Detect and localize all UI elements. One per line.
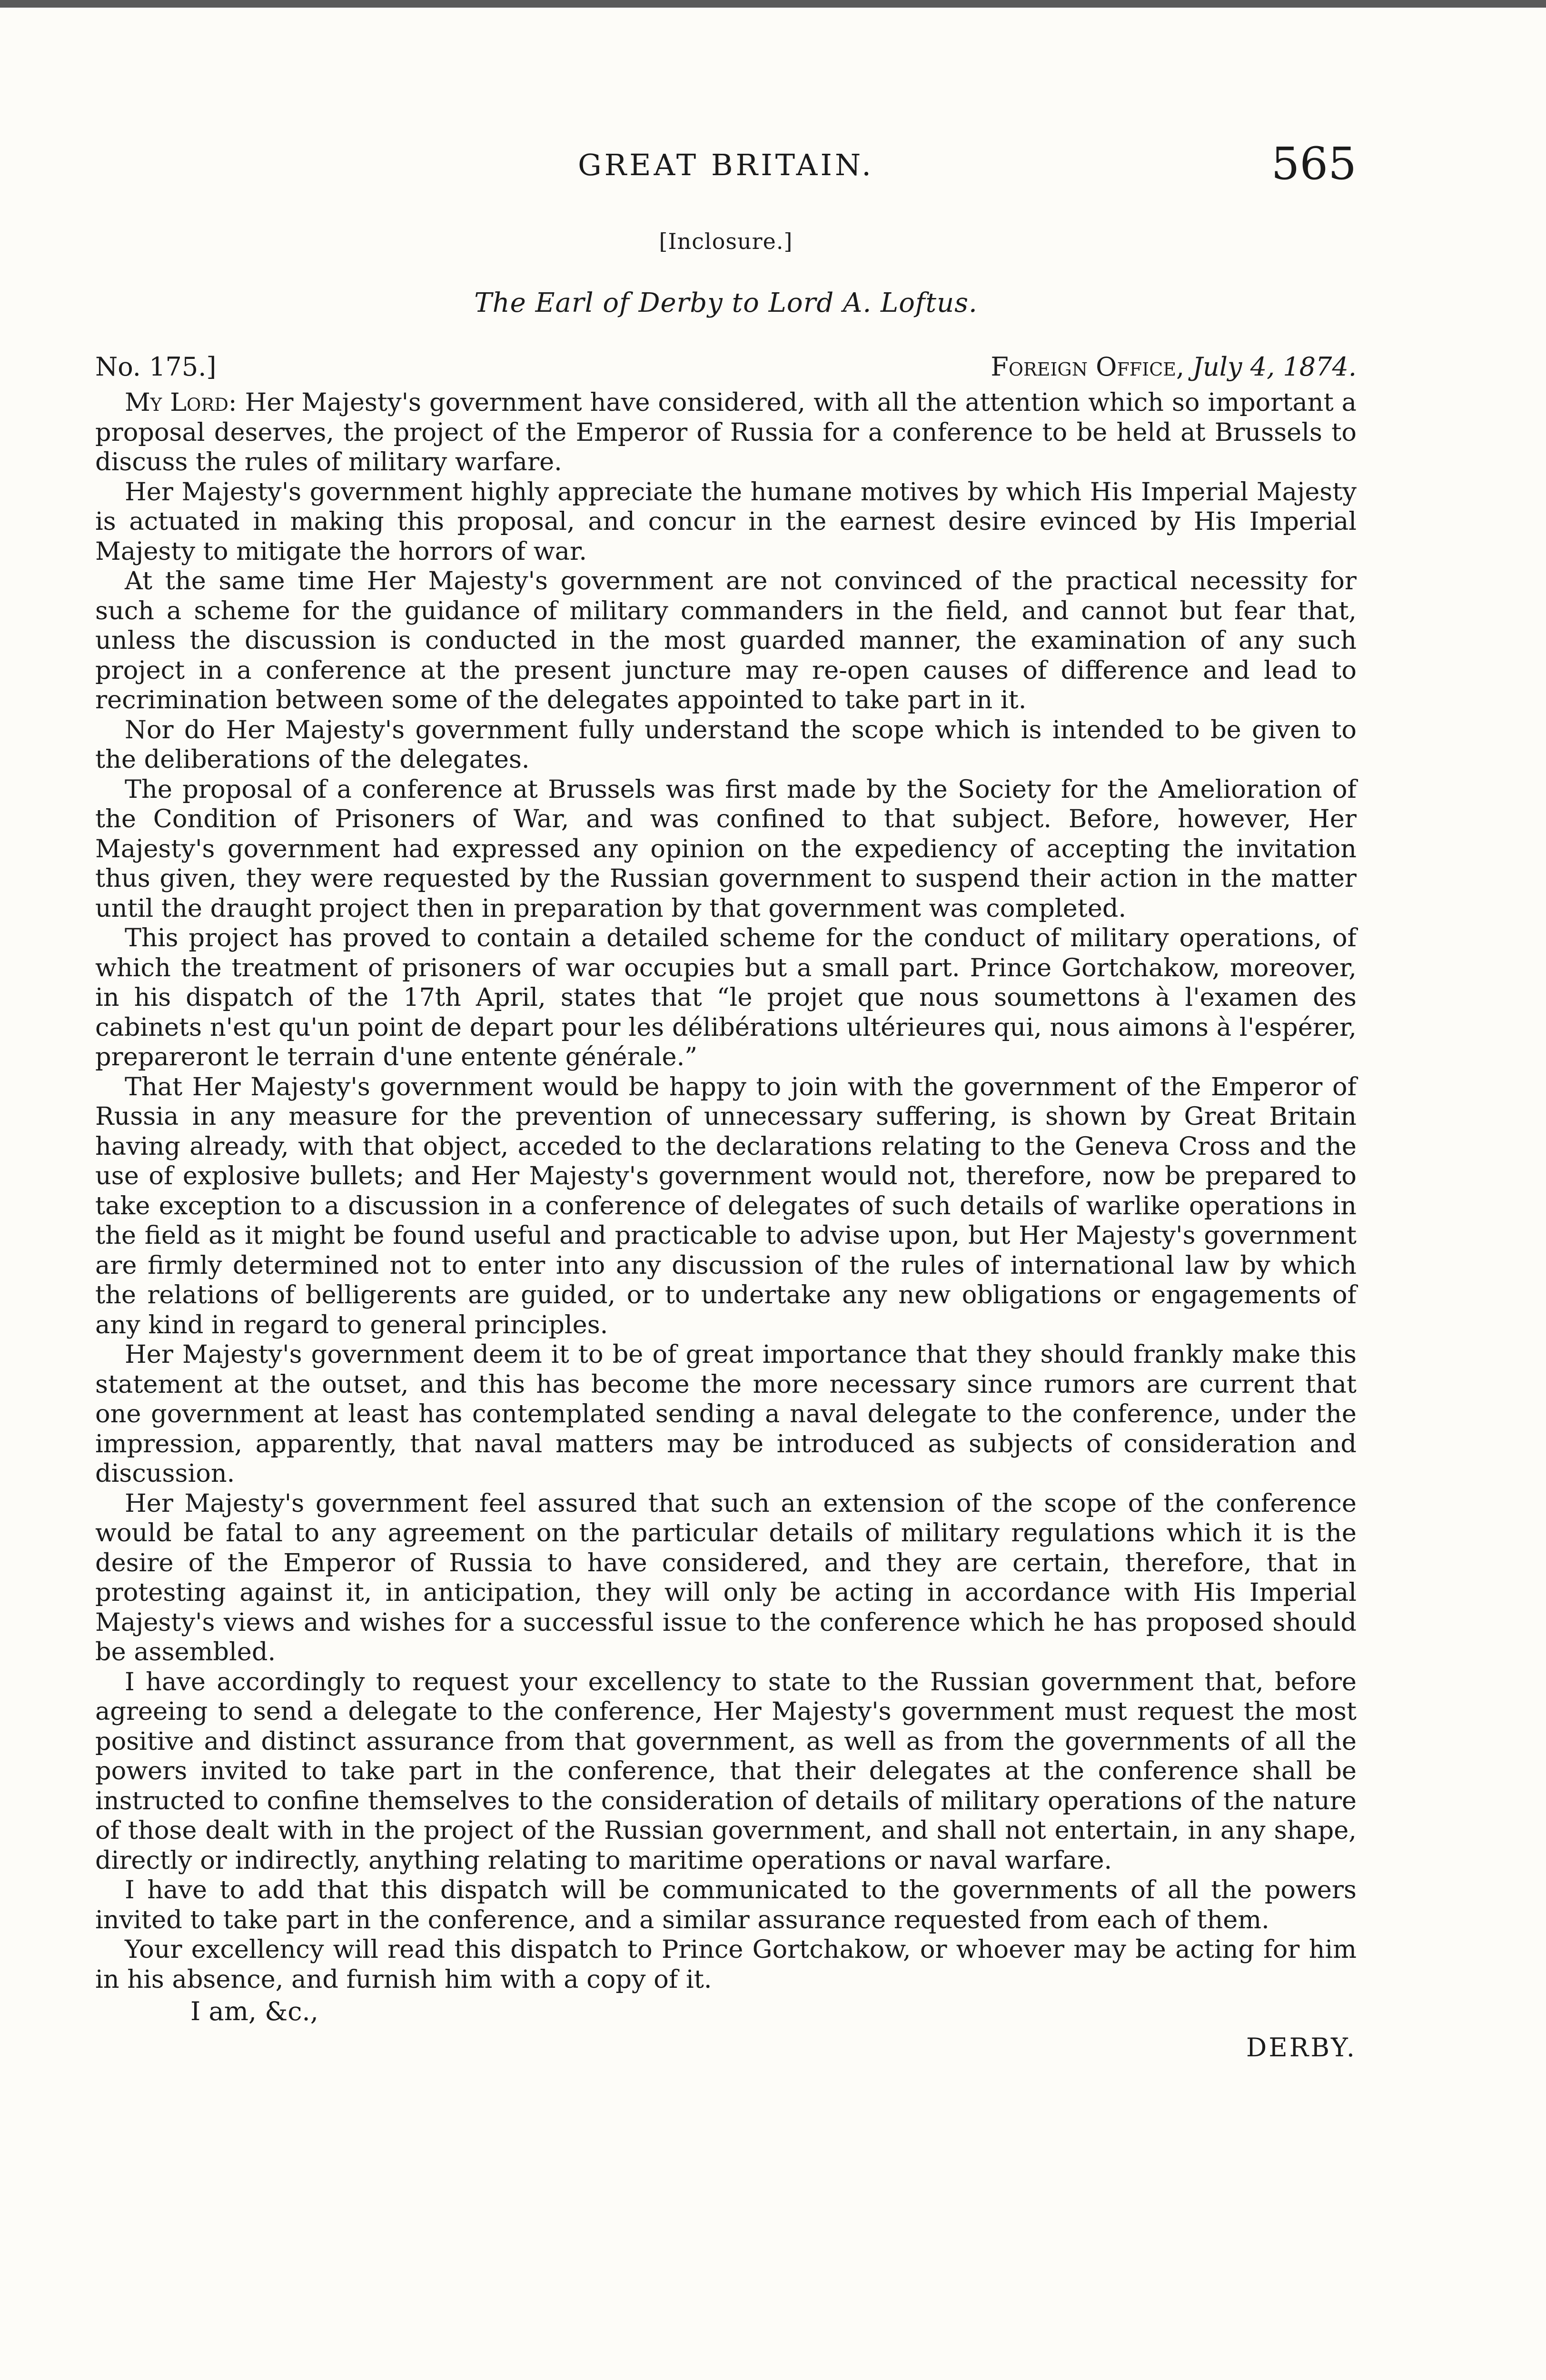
dateline [991, 352, 1357, 382]
signature: DERBY. [1246, 2033, 1357, 2063]
page-number: 565 [1271, 138, 1357, 190]
paragraph: Her Majesty's government feel assured that such an extension of the scope of the conference would be fatal to any agreement on the particular details of military regulations which it is the desire of the Emperor of Russia to have considered, and they are certain, therefore, that in protesting against it, in anticipation, they will only be acting in accordance with His Imperial Majesty's views and wishes for a successful issue to the conference which he has proposed should be assembled. [95, 1488, 1357, 1666]
document-number: No. 175.] [95, 352, 217, 382]
paragraph: Her Majesty's government deem it to be of great importance that they should frankly make this statement at the outset, and this has become the more necessary since rumors are current that one government at least has contemplated sending a naval delegate to the conference, under the impression, apparently, that naval matters may be introduced as subjects of consideration and discussion. [95, 1340, 1357, 1488]
letter-heading: The Earl of Derby to Lord A. Loftus. [474, 288, 978, 318]
paragraph: I have to add that this dispatch will be communicated to the governments of all the powers invited to take part in the conference, and a similar assurance requested from each of them. [95, 1875, 1357, 1934]
paragraph [95, 388, 1357, 477]
inclosure-label: [Inclosure.] [659, 228, 793, 254]
running-head [95, 138, 1357, 200]
paragraph: The proposal of a conference at Brussels was first made by the Society for the Amelioration of the Condition of Prisoners of War, and was confined to that subject. Before, however, Her Majesty's government had expressed any opinion on the expediency of accepting the invitation thus given, they were requested by the Russian government to suspend their action in the matter until the draught project then in preparation by that government was completed. [95, 774, 1357, 923]
number-date-line [95, 352, 1357, 385]
paragraph: At the same time Her Majesty's government are not convinced of the practical necessity for such a scheme for the guidance of military commanders in the field, and cannot but fear that, unless the discussion is conducted in the most guarded manner, the examination of any such project in a conference at the present juncture may re-open causes of difference and lead to recrimination between some of the delegates appointed to take part in it. [95, 566, 1357, 714]
dateline-place: Foreign Office, [991, 352, 1185, 382]
closing: I am, &c., [190, 1996, 318, 2026]
paragraph-text: Her Majesty's government have considered, with all the attention which so important a proposal deserves, the project of the Emperor of Russia for a conference to be held at Brussels to discuss the rules of military warfare. [95, 388, 1357, 476]
paragraph: This project has proved to contain a detailed scheme for the conduct of military operations, of which the treatment of prisoners of war occupies but a small part. Prince Gortchakow, moreover, in his dispatch of the 17th April, states that “le projet que nous soumettons à l'examen des cabinets n'est qu'un point de depart pour les délibérations ultérieures qui, nous aimons à l'espérer, prepareront le terrain d'une entente générale.” [95, 923, 1357, 1071]
dateline-date: July 4, 1874. [1192, 352, 1357, 382]
salutation: My Lord: [125, 388, 237, 417]
paragraph: Your excellency will read this dispatch to Prince Gortchakow, or whoever may be acting for him in his absence, and furnish him with a copy of it. [95, 1935, 1357, 1994]
paragraph: I have accordingly to request your excellency to state to the Russian government that, before agreeing to send a delegate to the conference, Her Majesty's government must request the most positive and distinct assurance from that government, as well as from the governments of all the powers invited to take part in the conference, that their delegates at the conference shall be instructed to confine themselves to the consideration of details of military operations of the nature of those dealt with in the project of the Russian government, and shall not entertain, in any shape, directly or indirectly, anything relating to maritime operations or naval warfare. [95, 1667, 1357, 1875]
paragraph: Nor do Her Majesty's government fully understand the scope which is intended to be given to the deliberations of the delegates. [95, 715, 1357, 774]
paragraph: Her Majesty's government highly appreciate the humane motives by which His Imperial Majesty is actuated in making this proposal, and concur in the earnest desire evinced by His Imperial Majesty to mitigate the horrors of war. [95, 477, 1357, 566]
paragraph: That Her Majesty's government would be happy to join with the government of the Emperor of Russia in any measure for the prevention of unnecessary suffering, is shown by Great Britain having already, with that object, acceded to the declarations relating to the Geneva Cross and the use of explosive bullets; and Her Majesty's government would not, therefore, now be prepared to take exception to a discussion in a conference of delegates of such details of warlike operations in the field as it might be found useful and practicable to advise upon, but Her Majesty's government are firmly determined not to enter into any discussion of the rules of international law by which the relations of belligerents are guided, or to undertake any new obligations or engagements of any kind in regard to general principles. [95, 1072, 1357, 1339]
top-rule [0, 0, 1546, 8]
document-page [95, 138, 1357, 2063]
letter-body [95, 388, 1357, 1994]
running-title: GREAT BRITAIN. [578, 148, 874, 182]
